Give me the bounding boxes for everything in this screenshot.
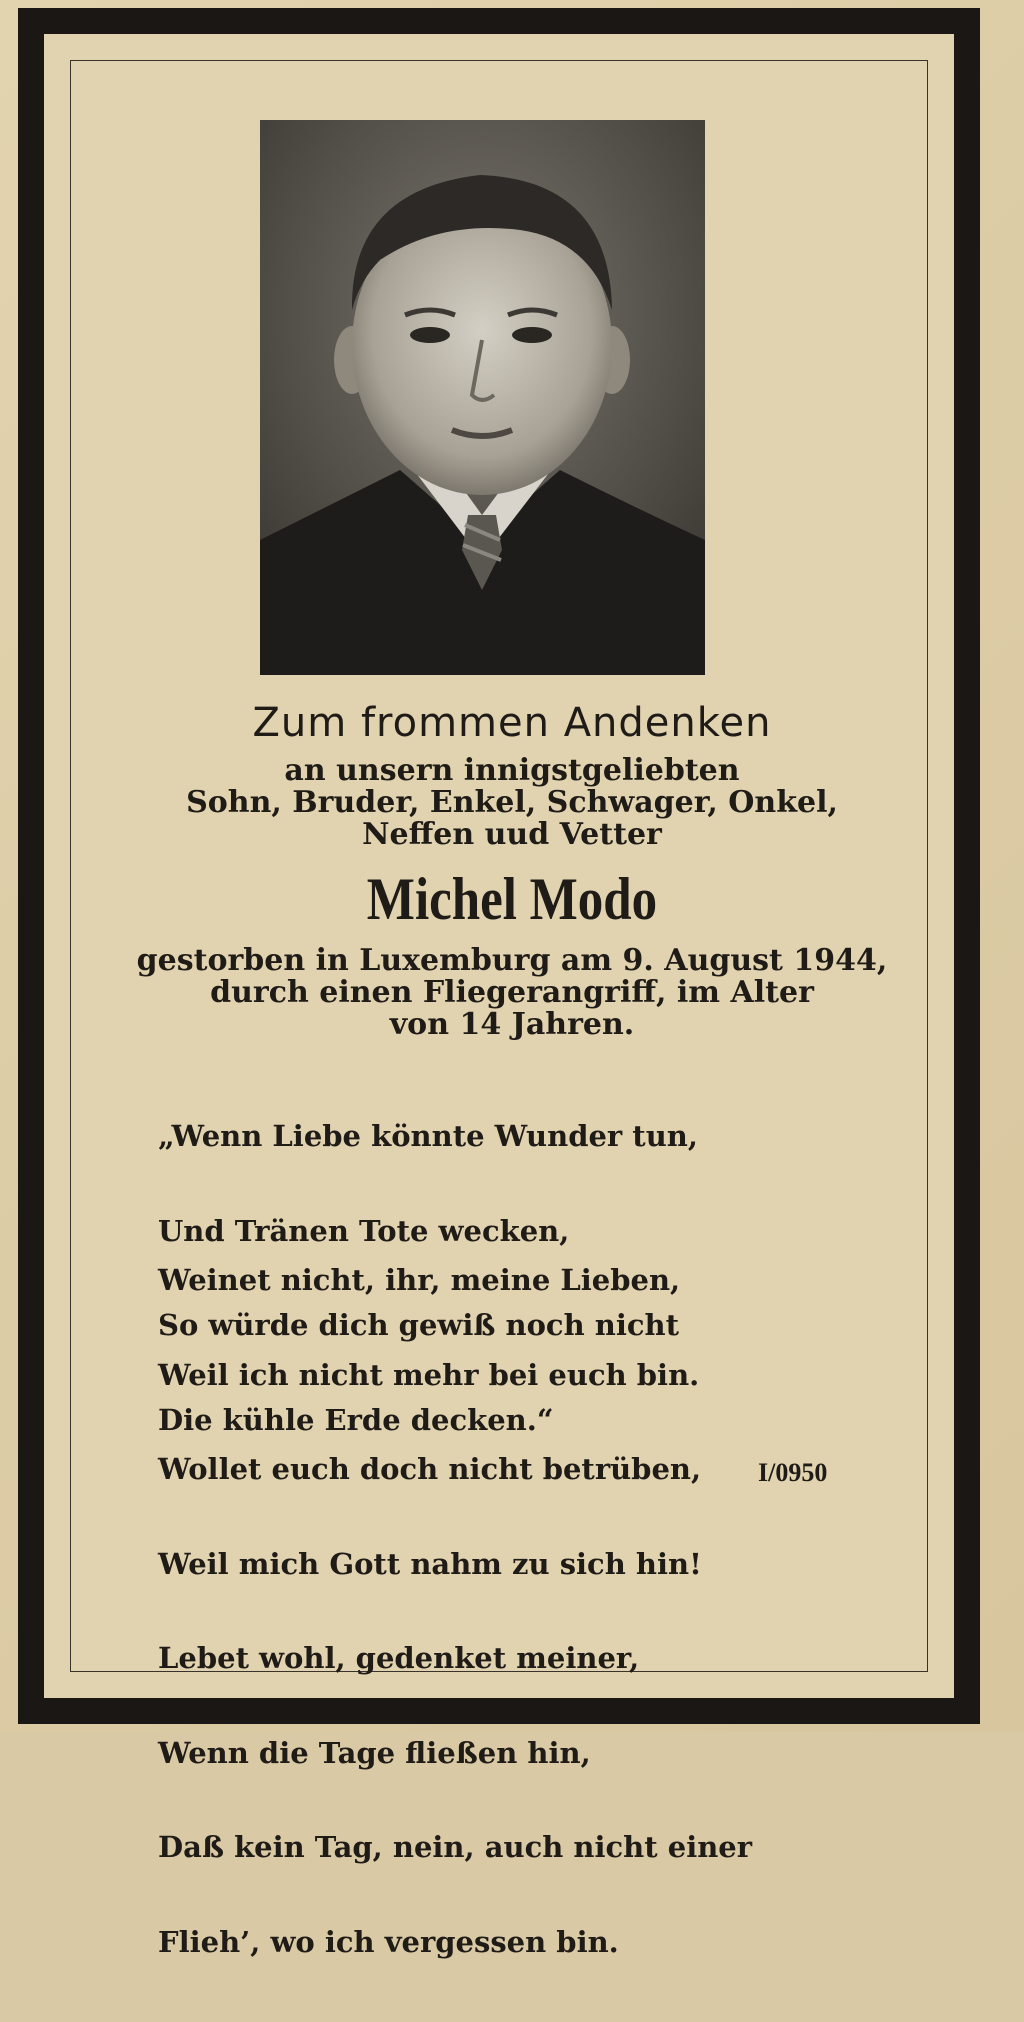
- poem-line: Und Tränen Tote wecken,: [158, 1213, 570, 1248]
- deceased-name: Michel Modo: [366, 866, 658, 932]
- death-line: durch einen Fliegerangriff, im Alter: [210, 975, 814, 1010]
- portrait-photo: [260, 120, 705, 675]
- death-notice: [60, 945, 964, 1041]
- poem-line: Wenn die Tage fließen hin,: [158, 1735, 591, 1770]
- dedication-text: [60, 755, 964, 851]
- poem-line: Lebet wohl, gedenket meiner,: [158, 1641, 640, 1675]
- poem-line: Weil mich Gott nahm zu sich hin!: [158, 1546, 702, 1581]
- portrait-illustration: [260, 120, 705, 675]
- poem-verse-2: [158, 1202, 752, 2021]
- dedication-line: an unsern innigstgeliebten: [284, 753, 740, 788]
- memorial-heading: Zum frommen Andenken: [252, 700, 772, 746]
- poem-line: Die kühle Erde decken.“: [158, 1402, 554, 1437]
- poem-line: „Wenn Liebe könnte Wunder tun,: [158, 1119, 698, 1153]
- death-line: von 14 Jahren.: [389, 1007, 635, 1042]
- poem-line: Daß kein Tag, nein, auch nicht einer: [158, 1830, 753, 1864]
- poem-line: Weinet nicht, ihr, meine Lieben,: [158, 1263, 681, 1297]
- poem-line: Weil ich nicht mehr bei euch bin.: [158, 1357, 700, 1392]
- print-code: I/0950: [758, 1458, 828, 1487]
- poem-line: Wollet euch doch nicht betrüben,: [158, 1452, 702, 1486]
- dedication-line: Neffen uud Vetter: [362, 817, 662, 852]
- death-line: gestorben in Luxemburg am 9. August 1944,: [136, 943, 888, 978]
- poem-line: So würde dich gewiß noch nicht: [158, 1308, 680, 1342]
- dedication-line: Sohn, Bruder, Enkel, Schwager, Onkel,: [186, 785, 838, 820]
- poem-line: Flieh’, wo ich vergessen bin.: [158, 1924, 619, 1959]
